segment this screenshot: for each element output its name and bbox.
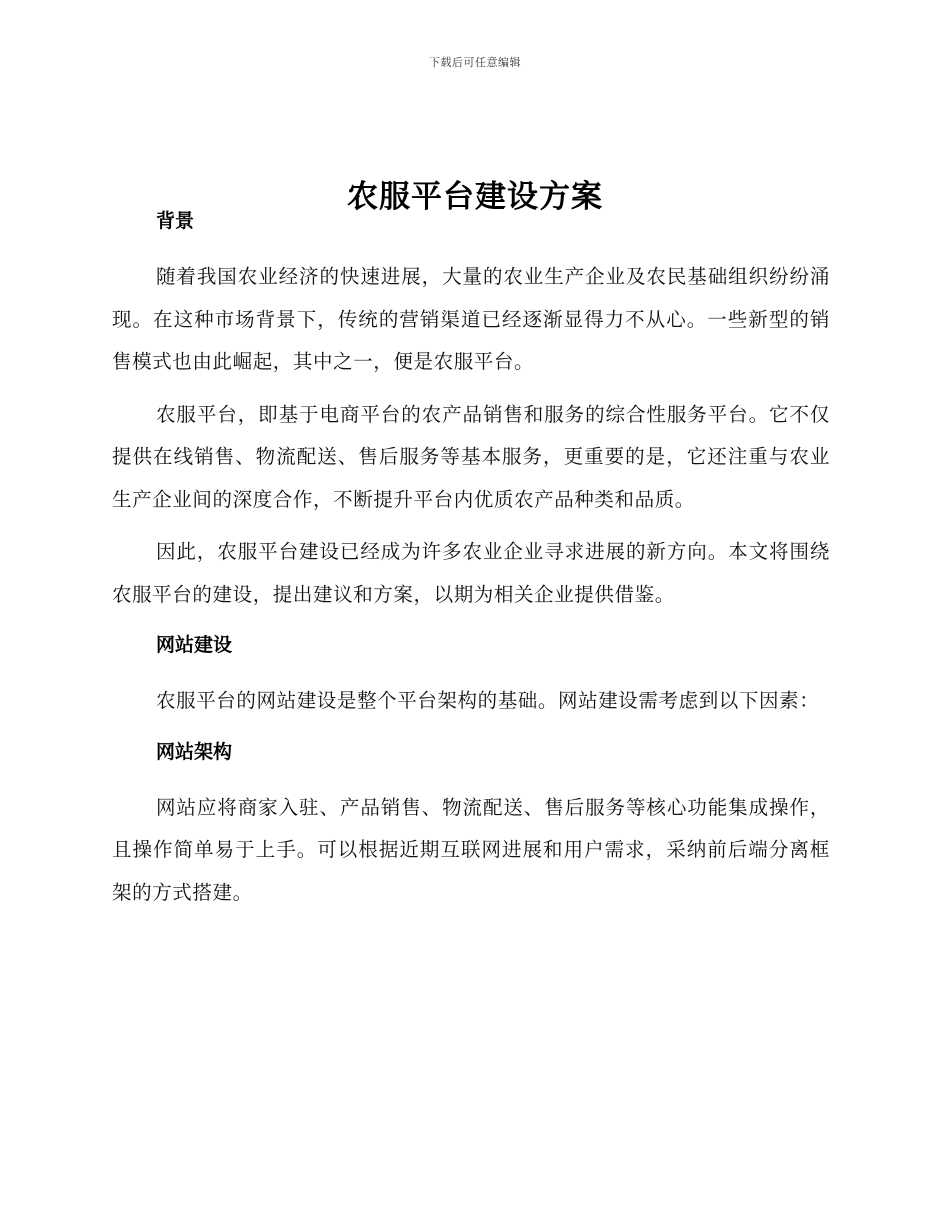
- section-heading-website-architecture: 网站架构: [156, 740, 233, 763]
- paragraph: 随着我国农业经济的快速进展，大量的农业生产企业及农民基础组织纷纷涌现。在这种市场背景下，传统的营销渠道已经逐渐显得力不从心。一些新型的销售模式也由此崛起，其中之一，便是农服平台。: [112, 265, 830, 373]
- section-heading-background: 背景: [156, 210, 195, 232]
- paragraph: 因此，农服平台建设已经成为许多农业企业寻求进展的新方向。本文将围绕农服平台的建设，提出建议和方案，以期为相关企业提供借鉴。: [112, 540, 830, 606]
- header-note: 下载后可任意编辑: [429, 56, 521, 69]
- paragraph: 网站应将商家入驻、产品销售、物流配送、售后服务等核心功能集成操作，且操作简单易于上手。可以根据近期互联网进展和用户需求，采纳前后端分离框架的方式搭建。: [112, 795, 830, 904]
- paragraph: 农服平台的网站建设是整个平台架构的基础。网站建设需考虑到以下因素：: [156, 689, 820, 712]
- paragraph: 农服平台，即基于电商平台的农产品销售和服务的综合性服务平台。它不仅提供在线销售、物流配送、售后服务等基本服务，更重要的是，它还注重与农业生产企业间的深度合作，不断提升平台内优质农产品种类和品质。: [112, 402, 830, 511]
- section-heading-website-construction: 网站建设: [156, 634, 233, 656]
- document-title: 农服平台建设方案: [347, 178, 603, 215]
- document-body: [112, 204, 830, 914]
